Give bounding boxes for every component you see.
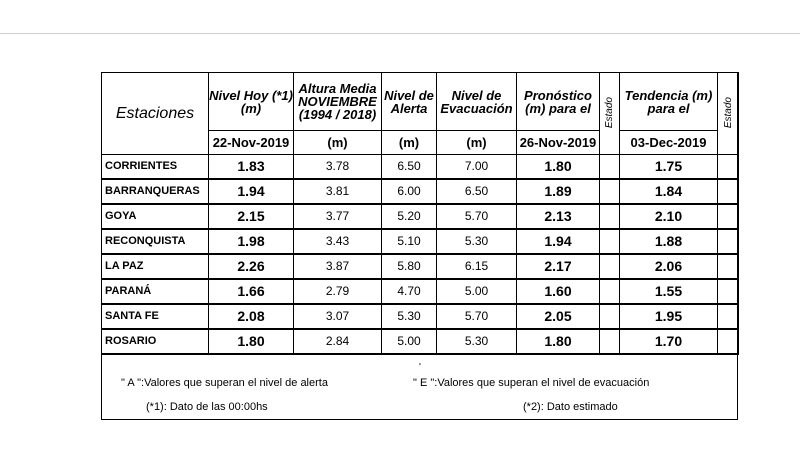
estado-cell	[600, 304, 620, 329]
tendencia-value: 1.95	[620, 304, 718, 329]
estado-cell-2	[718, 304, 739, 329]
table-row	[102, 254, 739, 279]
altura-media-unit: (m)	[294, 131, 382, 155]
header-estado-2	[718, 73, 739, 155]
estado-cell-2	[718, 229, 739, 254]
header-pronostico: Pronóstico (m) para el	[517, 73, 600, 131]
table-row	[102, 204, 739, 229]
pronostico-value: 1.80	[517, 155, 600, 180]
altura-media-value: 3.78	[294, 155, 382, 180]
table-row	[102, 279, 739, 304]
header-estaciones: Estaciones	[102, 73, 209, 155]
station-name: RECONQUISTA	[102, 229, 209, 254]
note-evacuacion: " E ":Valores que superan el nivel de evacuación	[413, 377, 650, 389]
station-name: GOYA	[102, 204, 209, 229]
estado-cell	[600, 204, 620, 229]
altura-media-value: 3.87	[294, 254, 382, 279]
tendencia-value: 2.06	[620, 254, 718, 279]
pronostico-value: 1.60	[517, 279, 600, 304]
levels-table	[101, 72, 739, 355]
nivel-alerta-value: 5.20	[382, 204, 437, 229]
tendencia-value: 1.88	[620, 229, 718, 254]
nivel-alerta-value: 6.50	[382, 155, 437, 180]
nivel-evacuacion-value: 5.30	[437, 329, 517, 354]
header-estado	[600, 73, 620, 155]
nivel-hoy-value: 1.94	[209, 179, 294, 204]
estado-cell-2	[718, 329, 739, 354]
nivel-evacuacion-value: 6.15	[437, 254, 517, 279]
nivel-alerta-value: 5.30	[382, 304, 437, 329]
tendencia-value: 1.75	[620, 155, 718, 180]
nivel-hoy-date: 22-Nov-2019	[209, 131, 294, 155]
altura-media-value: 3.07	[294, 304, 382, 329]
estado-cell-2	[718, 155, 739, 180]
nivel-hoy-value: 2.26	[209, 254, 294, 279]
nivel-evacuacion-value: 5.70	[437, 204, 517, 229]
top-divider	[0, 33, 800, 34]
estado-cell-2	[718, 254, 739, 279]
nivel-hoy-value: 1.80	[209, 329, 294, 354]
tendencia-value: 1.70	[620, 329, 718, 354]
altura-media-value: 2.84	[294, 329, 382, 354]
pronostico-value: 1.80	[517, 329, 600, 354]
nivel-evacuacion-value: 5.30	[437, 229, 517, 254]
table-row	[102, 179, 739, 204]
estado-cell-2	[718, 204, 739, 229]
header-altura-media: Altura Media NOVIEMBRE (1994 / 2018)	[294, 73, 382, 131]
altura-media-value: 3.77	[294, 204, 382, 229]
station-name: CORRIENTES	[102, 155, 209, 180]
tendencia-value: 2.10	[620, 204, 718, 229]
nivel-alerta-unit: (m)	[382, 131, 437, 155]
header-nivel-hoy: Nivel Hoy (*1) (m)	[209, 73, 294, 131]
estado-cell	[600, 155, 620, 180]
pronostico-value: 2.05	[517, 304, 600, 329]
station-name: SANTA FE	[102, 304, 209, 329]
nivel-evacuacion-unit: (m)	[437, 131, 517, 155]
table-row	[102, 229, 739, 254]
separator-mark: '	[419, 362, 421, 373]
table-row	[102, 304, 739, 329]
note-dato-hora: (*1): Dato de las 00:00hs	[146, 401, 268, 413]
estado-cell	[600, 279, 620, 304]
estado-label: Estado	[604, 96, 615, 129]
estado-cell	[600, 179, 620, 204]
estado-cell-2	[718, 179, 739, 204]
nivel-evacuacion-value: 5.70	[437, 304, 517, 329]
nivel-alerta-value: 6.00	[382, 179, 437, 204]
nivel-hoy-value: 1.66	[209, 279, 294, 304]
header-nivel-evacuacion: Nivel de Evacuación	[437, 73, 517, 131]
tendencia-date: 03-Dec-2019	[620, 131, 718, 155]
nivel-alerta-value: 5.00	[382, 329, 437, 354]
station-name: BARRANQUERAS	[102, 179, 209, 204]
altura-media-value: 3.81	[294, 179, 382, 204]
estado-cell	[600, 229, 620, 254]
table-row	[102, 155, 739, 180]
estado-label-2: Estado	[722, 96, 734, 129]
nivel-hoy-value: 2.08	[209, 304, 294, 329]
nivel-hoy-value: 1.98	[209, 229, 294, 254]
note-alerta: " A ":Valores que superan el nivel de alerta	[121, 377, 328, 389]
nivel-hoy-value: 2.15	[209, 204, 294, 229]
header-row	[102, 73, 739, 131]
pronostico-value: 2.13	[517, 204, 600, 229]
pronostico-value: 1.89	[517, 179, 600, 204]
pronostico-value: 1.94	[517, 229, 600, 254]
nivel-evacuacion-value: 5.00	[437, 279, 517, 304]
estado-cell	[600, 329, 620, 354]
altura-media-value: 3.43	[294, 229, 382, 254]
station-name: ROSARIO	[102, 329, 209, 354]
nivel-evacuacion-value: 7.00	[437, 155, 517, 180]
table-row	[102, 329, 739, 354]
note-dato-estimado: (*2): Dato estimado	[523, 401, 618, 413]
nivel-evacuacion-value: 6.50	[437, 179, 517, 204]
tendencia-value: 1.84	[620, 179, 718, 204]
pronostico-value: 2.17	[517, 254, 600, 279]
tendencia-value: 1.55	[620, 279, 718, 304]
nivel-alerta-value: 5.80	[382, 254, 437, 279]
estado-cell	[600, 254, 620, 279]
header-nivel-alerta: Nivel de Alerta	[382, 73, 437, 131]
nivel-alerta-value: 5.10	[382, 229, 437, 254]
nivel-alerta-value: 4.70	[382, 279, 437, 304]
altura-media-value: 2.79	[294, 279, 382, 304]
station-name: LA PAZ	[102, 254, 209, 279]
station-name: PARANÁ	[102, 279, 209, 304]
header-tendencia: Tendencia (m) para el	[620, 73, 718, 131]
pronostico-date: 26-Nov-2019	[517, 131, 600, 155]
estado-cell-2	[718, 279, 739, 304]
nivel-hoy-value: 1.83	[209, 155, 294, 180]
